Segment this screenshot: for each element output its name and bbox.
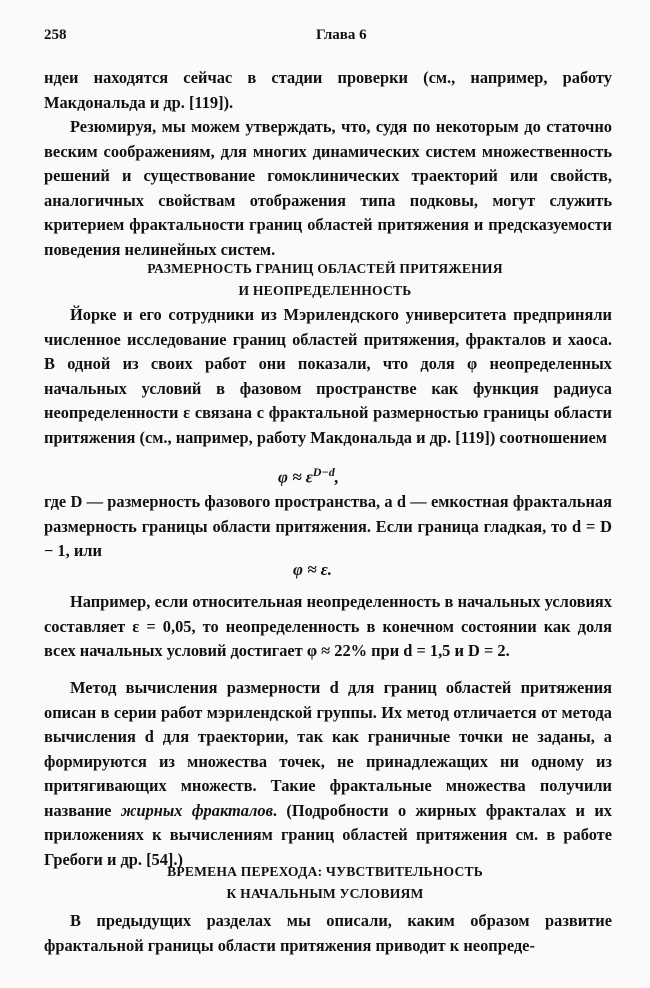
section-heading-line: ВРЕМЕНА ПЕРЕХОДА: ЧУВСТВИТЕЛЬНОСТЬ (167, 864, 483, 879)
formula-phi-epsilon-power (278, 465, 339, 488)
formula-phi-epsilon: φ ≈ ε. (293, 560, 332, 579)
paragraph-example: Например, если относительная неопределенность в начальных условиях составляет ε = 0,05, то неопределенность в конечном состоянии как доля всех начальных условий достигает φ ≈ 22% при d = 1,5 и D = 2. (44, 592, 612, 660)
paragraph-block-1 (44, 66, 612, 262)
section-heading-transition-times (0, 861, 650, 905)
section-heading-dimension (0, 258, 650, 302)
formula-exponent: D−d (312, 465, 335, 479)
paragraph-continuation: ндеи находятся сейчас в стадии проверки (см., например, работу Макдональда и др. [119]). (44, 68, 612, 112)
paragraph-yorke: Йорке и его сотрудники из Мэрилендского университета предприняли численное исследование границ областей притяжения, фракталов и хаоса. В одной из своих работ они показали, что доля φ неопределенных начальных условий в фазовом пространстве как функция радиуса неопределенности ε связана с фрактальной размерностью границы области притяжения (см., например, работу Макдональда и др. [119]) соотношением (44, 305, 612, 447)
section-heading-line: РАЗМЕРНОСТЬ ГРАНИЦ ОБЛАСТЕЙ ПРИТЯЖЕНИЯ (147, 261, 503, 276)
paragraph-previous-sections: В предыдущих разделах мы описали, каким образом развитие фрактальной границы области притяжения приводит к неопреде- (44, 911, 612, 955)
fat-fractals-term: жирных фракталов (120, 800, 273, 820)
method-text-b: . (Подробности о жирных фракталах и их приложениях к вычислениям границ областей притяжения см. в работе Гребоги и др. [54].) (44, 800, 612, 869)
paragraph-where-d: где D — размерность фазового пространства, а d — емкостная фрактальная размерность границы области притяжения. Если граница гладкая, то d = D − 1, или (44, 492, 612, 560)
method-text-a: Метод вычисления размерности d для границ областей притяжения описан в серии работ мэрилендской группы. Их метод отличается от метода вычисления d для траектории, так как граничные точки не заданы, а формируются из множества точек, не принадлежащих ни одному из притягивающих множеств. Такие фрактальные множества получили название (44, 678, 612, 820)
page-number: 258 (44, 27, 67, 43)
paragraph-method (44, 676, 612, 872)
chapter-title: Глава 6 (316, 27, 367, 43)
paragraph-summary: Резюмируя, мы можем утверждать, что, судя по некоторым до статочно веским соображениям, для многих динамических систем множественность решений и существование гомоклинических траекторий или свойств, аналогичных свойствам отображения типа подковы, могут служить критерием фрактальности границ областей притяжения и предсказуемости поведения нелинейных систем. (44, 117, 612, 259)
formula-lhs: φ ≈ ε (278, 467, 313, 487)
formula-comma: , (334, 467, 339, 487)
section-heading-line: К НАЧАЛЬНЫМ УСЛОВИЯМ (226, 886, 424, 901)
section-heading-line: И НЕОПРЕДЕЛЕННОСТЬ (238, 283, 412, 298)
